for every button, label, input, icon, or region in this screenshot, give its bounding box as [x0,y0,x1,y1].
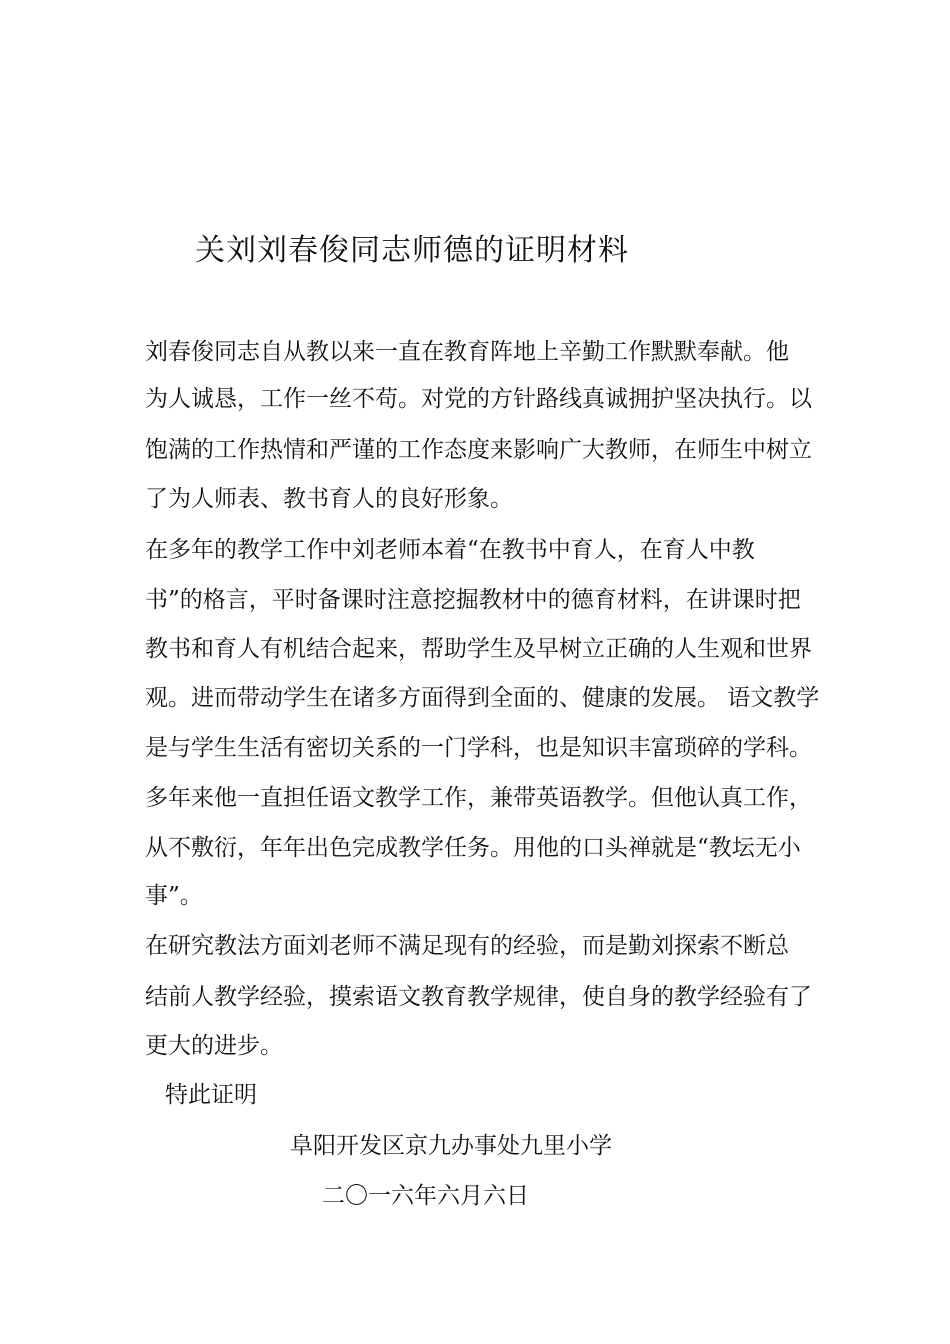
paragraph-line: 饱满的工作热情和严谨的工作态度来影响广大教师，在师生中树立 [145,437,812,463]
paragraph-line: 书”的格言，平时备课时注意挖掘教材中的德育材料，在讲课时把 [145,587,801,613]
paragraph-line: 是与学生生活有密切关系的一门学科，也是知识丰富琐碎的学科。 [145,735,812,761]
paragraph-line: 刘春俊同志自从教以来一直在教育阵地上辛勤工作默默奉献。他 [145,339,789,365]
paragraph-line: 为人诚恳，工作一丝不苟。对党的方针路线真诚拥护坚决执行。以 [145,386,812,412]
paragraph-line: 更大的进步。 [145,1033,283,1059]
paragraph-line: 教书和育人有机结合起来，帮助学生及早树立正确的人生观和世界 [145,636,812,662]
paragraph-line: 结前人教学经验，摸索语文教育教学规律，使自身的教学经验有了 [145,984,812,1010]
paragraph-line: 从不敷衍，年年出色完成教学任务。用他的口头禅就是“教坛无小 [145,835,801,861]
paragraph-line: 观。进而带动学生在诸多方面得到全面的、健康的发展。 语文教学 [145,685,820,711]
paragraph-line: 在研究教法方面刘老师不满足现有的经验，而是勤刘探索不断总 [145,933,789,959]
paragraph-line: 多年来他一直担任语文教学工作，兼带英语教学。但他认真工作， [145,785,812,811]
issuer-name: 阜阳开发区京九办事处九里小学 [290,1133,612,1159]
paragraph-line: 事”。 [145,883,203,909]
paragraph-line: 了为人师表、教书育人的良好形象。 [145,486,513,512]
issue-date: 二〇一六年六月六日 [322,1183,529,1209]
document-title: 关刘刘春俊同志师德的证明材料 [195,233,629,268]
certification-statement: 特此证明 [165,1082,257,1108]
paragraph-line: 在多年的教学工作中刘老师本着“在教书中育人，在育人中教 [145,537,755,563]
